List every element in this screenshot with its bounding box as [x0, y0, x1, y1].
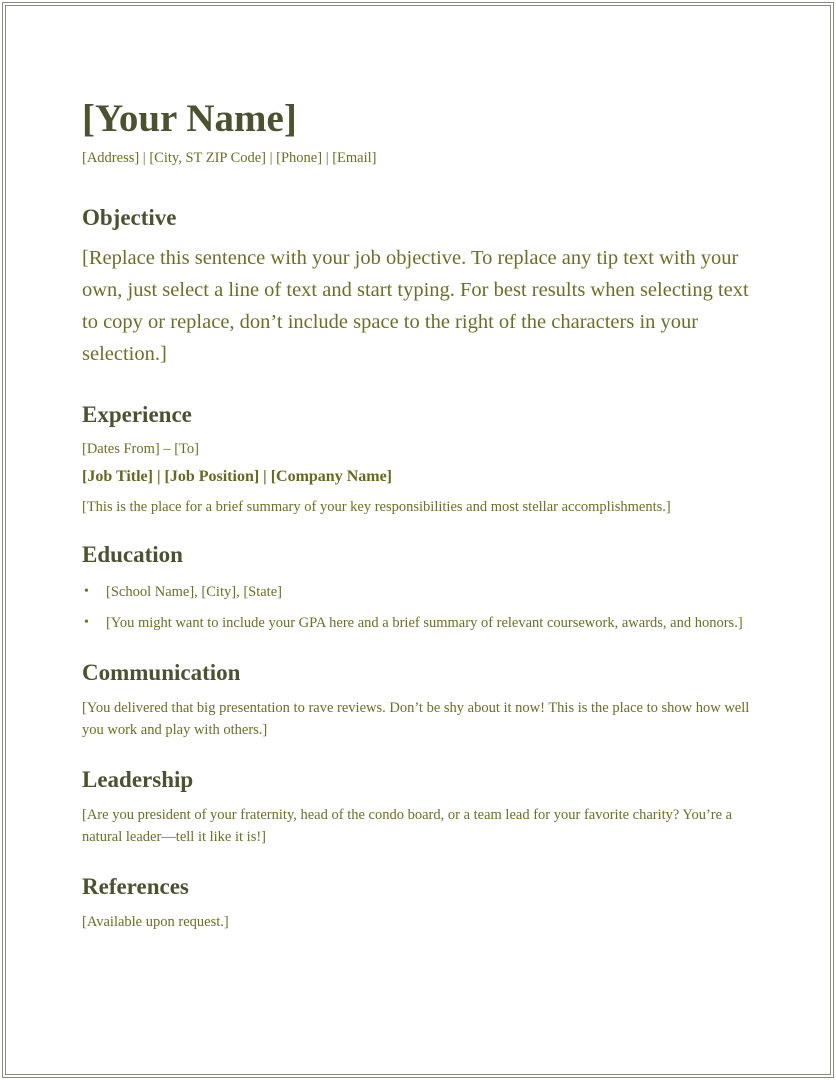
- resume-name[interactable]: [Your Name]: [82, 97, 297, 140]
- leadership-heading[interactable]: Leadership: [82, 767, 194, 792]
- education-list: [82, 581, 762, 634]
- list-item[interactable]: [82, 581, 762, 603]
- education-item-text: [School Name], [City], [State]: [106, 584, 282, 600]
- resume-document: [82, 96, 762, 933]
- education-section: [82, 541, 762, 634]
- education-item-text: [You might want to include your GPA here and a brief summary of relevant coursework, awards, and honors.]: [106, 615, 743, 631]
- bullet-icon: •: [84, 584, 89, 599]
- experience-summary[interactable]: [This is the place for a brief summary of your key responsibilities and most stellar accomplishments.]: [82, 499, 671, 515]
- leadership-section: [82, 766, 762, 848]
- education-heading[interactable]: Education: [82, 542, 183, 567]
- references-heading[interactable]: References: [82, 874, 189, 899]
- bullet-icon: •: [84, 615, 89, 630]
- communication-text[interactable]: [You delivered that big presentation to rave reviews. Don’t be shy about it now! This is the place to show how well you work and play with others.]: [82, 700, 750, 738]
- objective-text[interactable]: [Replace this sentence with your job objective. To replace any tip text with your own, just select a line of text and start typing. For best results when selecting text to copy or replace, don’t include space to the right of the characters in your selection.]: [82, 247, 749, 365]
- leadership-text[interactable]: [Are you president of your fraternity, head of the condo board, or a team lead for your favorite charity? You’re a natural leader—tell it like it is!]: [82, 807, 733, 845]
- communication-heading[interactable]: Communication: [82, 660, 241, 685]
- references-text[interactable]: [Available upon request.]: [82, 914, 229, 930]
- communication-section: [82, 659, 762, 741]
- contact-line[interactable]: [Address] | [City, ST ZIP Code] | [Phone] | [Email]: [82, 150, 377, 166]
- objective-section: [82, 204, 762, 370]
- job-title-line[interactable]: [Job Title] | [Job Position] | [Company Name]: [82, 468, 393, 485]
- experience-dates[interactable]: [Dates From] – [To]: [82, 441, 199, 457]
- objective-heading[interactable]: Objective: [82, 205, 177, 230]
- experience-heading[interactable]: Experience: [82, 402, 192, 427]
- references-section: [82, 873, 762, 933]
- list-item[interactable]: [82, 612, 762, 634]
- experience-section: [82, 401, 762, 518]
